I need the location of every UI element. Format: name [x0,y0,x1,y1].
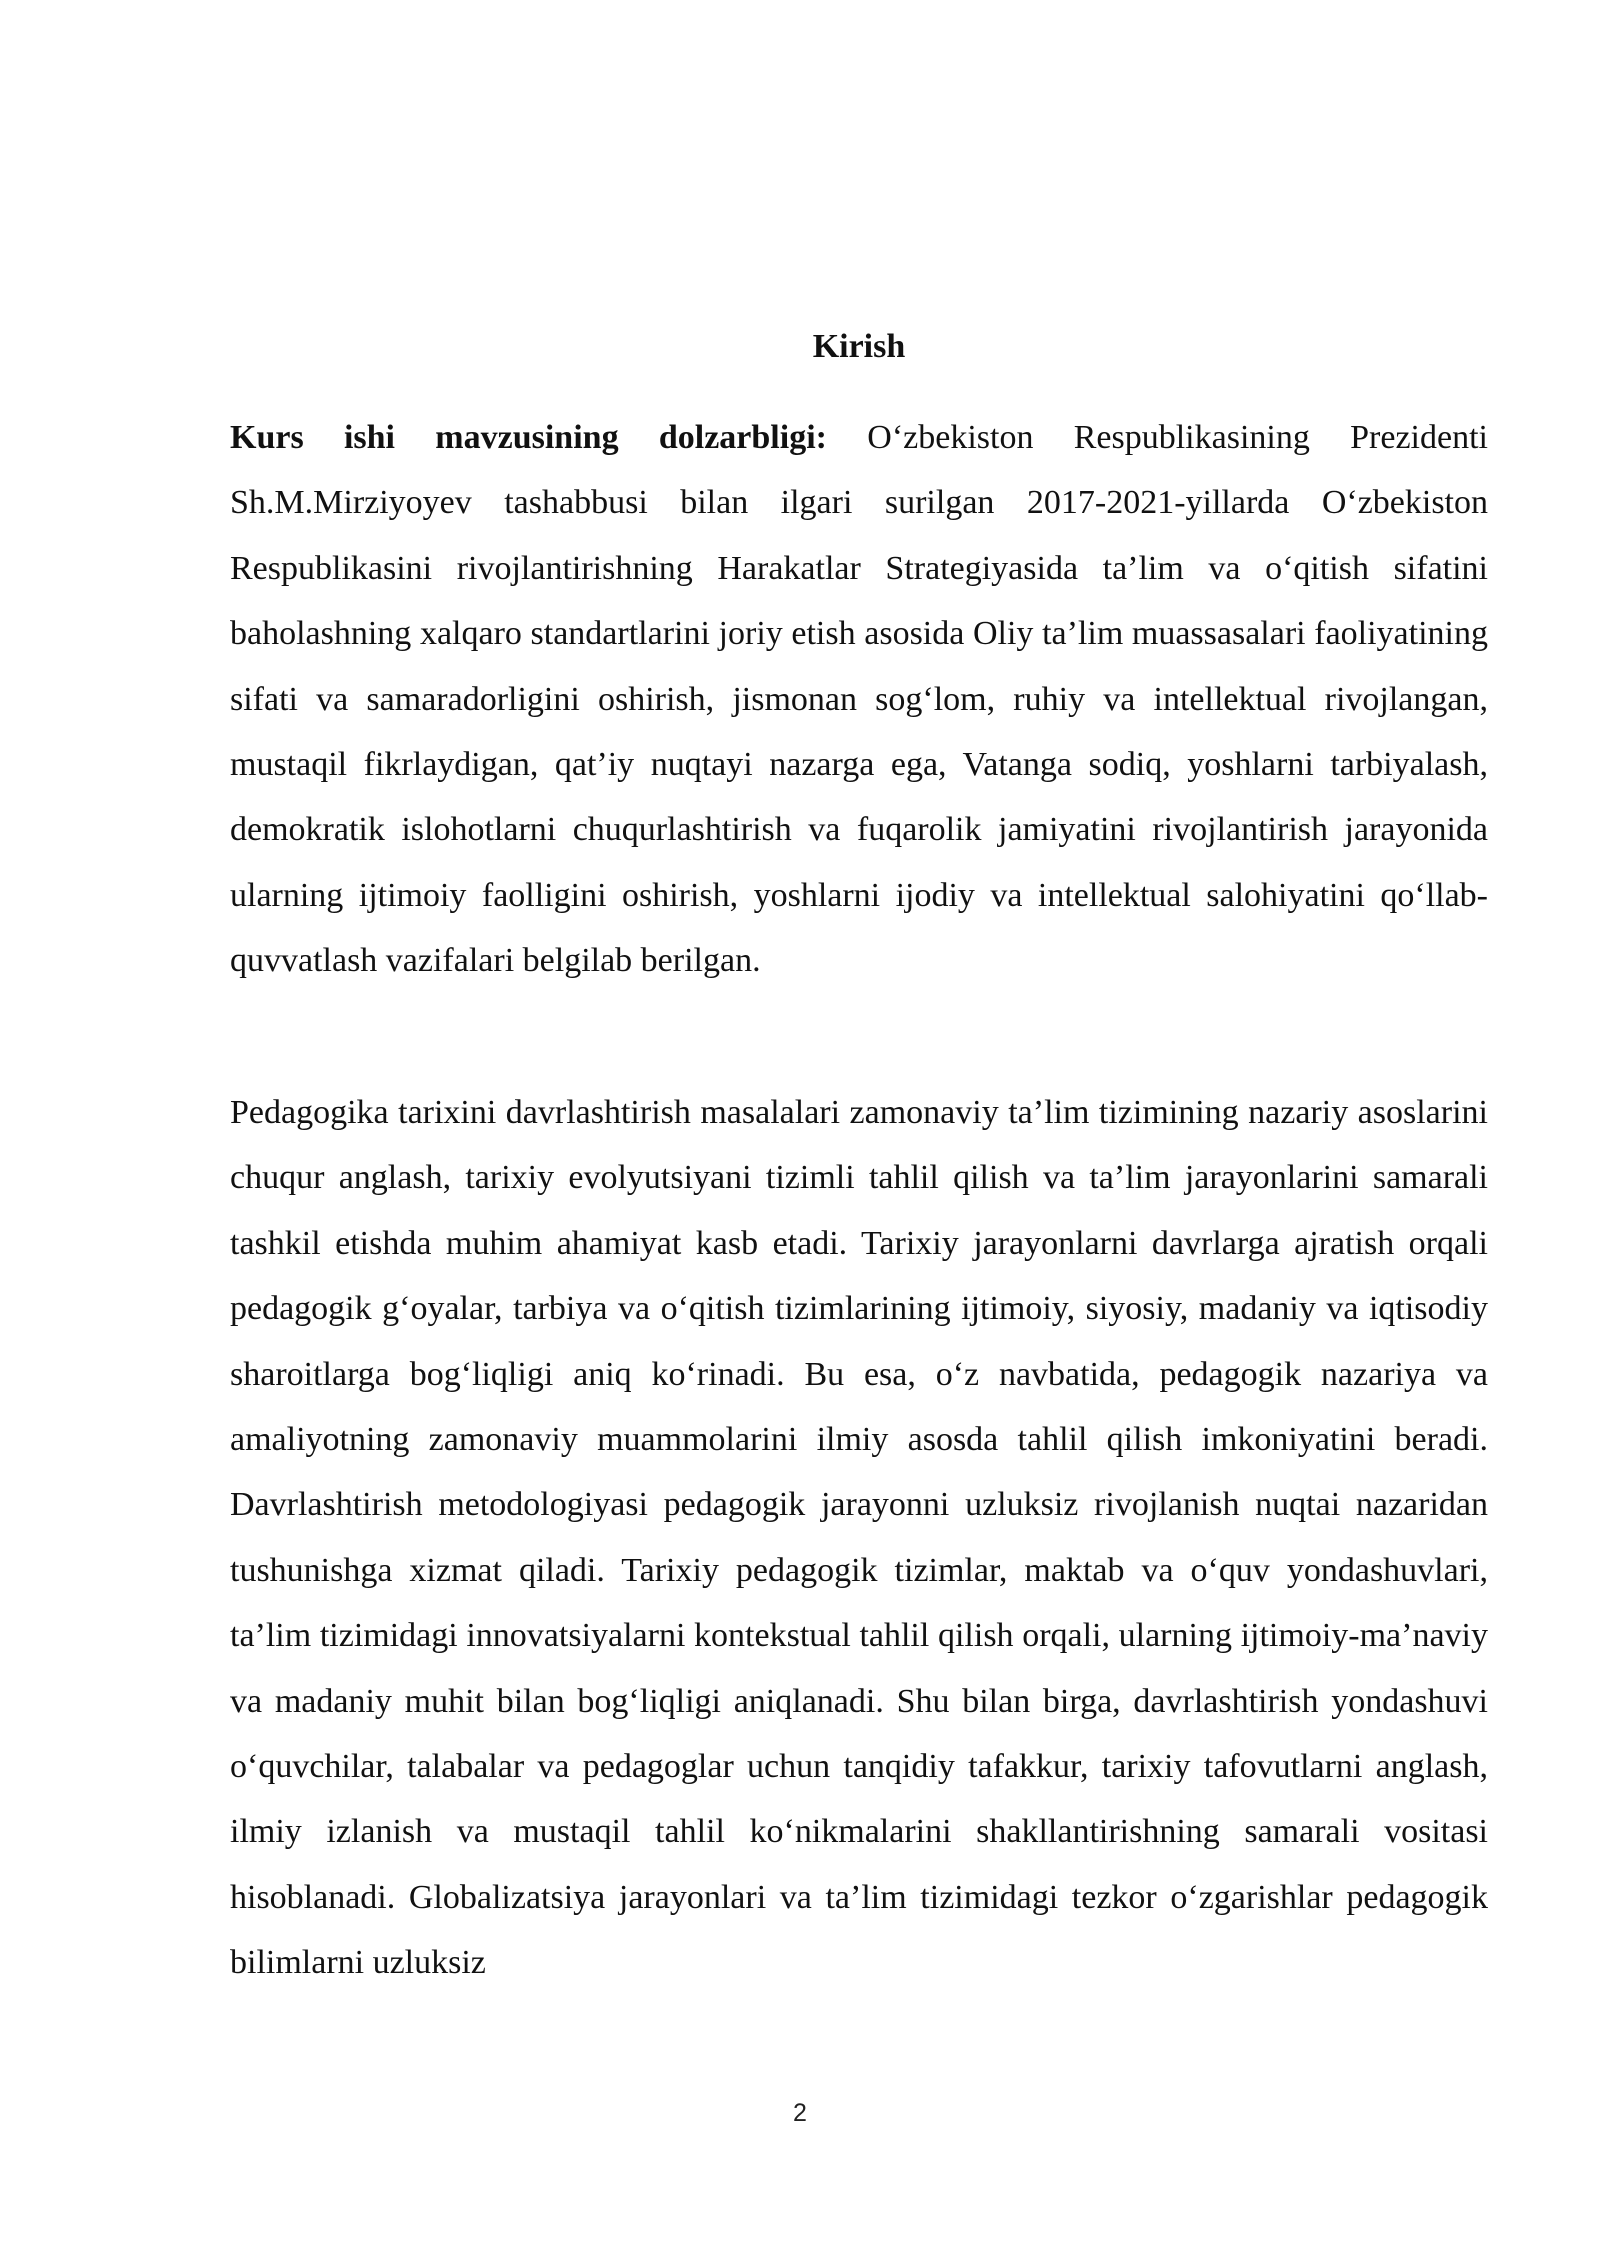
paragraph-periodization: Pedagogika tarixini davrlashtirish masalalari zamonaviy ta’lim tizimining nazariy asoslarini chuqur anglash, tarixiy evolyutsiyani tizimli tahlil qilish va ta’lim jarayonlarini samarali tashkil etishda muhim ahamiyat kasb etadi. Tarixiy jarayonlarni davrlarga ajratish orqali pedagogik g‘oyalar, tarbiya va o‘qitish tizimlarining ijtimoiy, siyosiy, madaniy va iqtisodiy sharoitlarga bog‘liqligi aniq ko‘rinadi. Bu esa, o‘z navbatida, pedagogik nazariya va amaliyotning zamonaviy muammolarini ilmiy asosda tahlil qilish imkoniyatini beradi. Davrlashtirish metodologiyasi pedagogik jarayonni uzluksiz rivojlanish nuqtai nazaridan tushunishga xizmat qiladi. Tarixiy pedagogik tizimlar, maktab va o‘quv yondashuvlari, ta’lim tizimidagi innovatsiyalarni kontekstual tahlil qilish orqali, ularning ijtimoiy-ma’naviy va madaniy muhit bilan bog‘liqligi aniqlanadi. Shu bilan birga, davrlashtirish yondashuvi o‘quvchilar, talabalar va pedagoglar uchun tanqidiy tafakkur, tarixiy tafovutlarni anglash, ilmiy izlanish va mustaqil tahlil ko‘nikmalarini shakllantirishning samarali vositasi hisoblanadi. Globalizatsiya jarayonlari va ta’lim tizimidagi tezkor o‘zgarishlar pedagogik bilimlarni uzluksiz [230,1094,1488,1982]
paragraph-lead: Kurs ishi mavzusining dolzarbligi: [230,419,827,456]
page-number: 2 [793,2099,807,2127]
paragraph-body: O‘zbekiston Respublikasining Prezidenti Sh.M.Mirziyoyev tashabbusi bilan ilgari surilgan 2017-2021-yillarda O‘zbekiston Respublikasini rivojlantirishning Harakatlar Strategiyasida ta’lim va o‘qitish sifatini baholashning xalqaro standartlarini joriy etish asosida Oliy ta’lim muassasalari faoliyatining sifati va samaradorligini oshirish, jismonan sog‘lom, ruhiy va intellektual rivojlangan, mustaqil fikrlaydigan, qat’iy nuqtayi nazarga ega, Vatanga sodiq, yoshlarni tarbiyalash, demokratik islohotlarni chuqurlashtirish va fuqarolik jamiyatini rivojlantirish jarayonida ularning ijtimoiy faolligini oshirish, yoshlarni ijodiy va intellektual salohiyatini qo‘llab-quvvatlash vazifalari belgilab berilgan. [230,419,1488,980]
paragraph-relevance [230,405,1488,994]
section-title: Kirish [812,328,906,365]
